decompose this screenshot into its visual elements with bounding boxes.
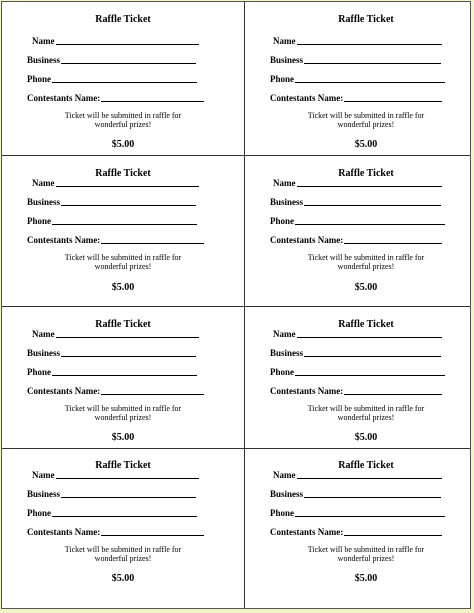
note-line-1: Ticket will be submitted in raffle for [64, 253, 182, 262]
business-label: Business [270, 489, 304, 499]
ticket-price: $5.00 [111, 282, 135, 293]
note-line-1: Ticket will be submitted in raffle for [64, 545, 182, 554]
contestants-line[interactable] [101, 101, 204, 102]
note-line-1: Ticket will be submitted in raffle for [307, 545, 425, 554]
raffle-ticket [245, 2, 474, 150]
note-line-2: wonderful prizes! [337, 120, 395, 129]
name-line[interactable] [297, 44, 442, 45]
ticket-price: $5.00 [354, 282, 378, 293]
ticket-price: $5.00 [111, 139, 135, 150]
ticket-note [2, 253, 244, 271]
phone-field [270, 508, 445, 518]
raffle-ticket [245, 448, 474, 596]
contestants-label: Contestants Name: [270, 527, 344, 537]
phone-label: Phone [270, 74, 295, 84]
phone-line[interactable] [295, 224, 445, 225]
name-label: Name [32, 178, 55, 188]
name-line[interactable] [56, 44, 199, 45]
contestants-label: Contestants Name: [270, 93, 344, 103]
name-line[interactable] [297, 478, 442, 479]
contestants-line[interactable] [101, 535, 204, 536]
contestants-line[interactable] [101, 394, 204, 395]
phone-field [27, 74, 197, 84]
phone-label: Phone [27, 74, 52, 84]
note-line-1: Ticket will be submitted in raffle for [307, 404, 425, 413]
ticket-price: $5.00 [354, 432, 378, 443]
raffle-ticket [245, 156, 474, 304]
name-field [32, 329, 199, 339]
phone-line[interactable] [52, 224, 197, 225]
phone-label: Phone [270, 216, 295, 226]
name-field [273, 329, 442, 339]
note-line-1: Ticket will be submitted in raffle for [307, 111, 425, 120]
phone-line[interactable] [52, 82, 197, 83]
ticket-note [2, 545, 244, 563]
contestants-line[interactable] [344, 101, 442, 102]
note-line-2: wonderful prizes! [94, 413, 152, 422]
phone-line[interactable] [52, 516, 197, 517]
name-field [273, 36, 442, 46]
contestants-field [27, 93, 204, 103]
ticket-title: Raffle Ticket [338, 14, 394, 25]
name-line[interactable] [297, 186, 442, 187]
name-field [32, 36, 199, 46]
name-line[interactable] [297, 337, 442, 338]
phone-line[interactable] [295, 375, 445, 376]
business-label: Business [270, 348, 304, 358]
name-label: Name [32, 329, 55, 339]
phone-field [270, 216, 445, 226]
ticket-price: $5.00 [111, 432, 135, 443]
business-label: Business [27, 197, 61, 207]
name-line[interactable] [56, 478, 199, 479]
ticket-price: $5.00 [354, 139, 378, 150]
contestants-line[interactable] [344, 535, 442, 536]
business-field [270, 489, 441, 499]
note-line-2: wonderful prizes! [94, 262, 152, 271]
business-field [27, 197, 196, 207]
name-label: Name [273, 470, 296, 480]
business-line[interactable] [304, 356, 441, 357]
note-line-1: Ticket will be submitted in raffle for [64, 404, 182, 413]
contestants-label: Contestants Name: [270, 235, 344, 245]
note-line-1: Ticket will be submitted in raffle for [307, 253, 425, 262]
phone-label: Phone [27, 508, 52, 518]
business-field [27, 55, 196, 65]
raffle-ticket [2, 156, 244, 304]
ticket-title: Raffle Ticket [95, 319, 151, 330]
phone-field [27, 508, 197, 518]
business-line[interactable] [304, 63, 441, 64]
note-line-2: wonderful prizes! [94, 120, 152, 129]
ticket-note [245, 111, 474, 129]
name-label: Name [273, 36, 296, 46]
business-label: Business [270, 197, 304, 207]
contestants-field [270, 235, 442, 245]
name-field [273, 178, 442, 188]
ticket-title: Raffle Ticket [95, 14, 151, 25]
note-line-2: wonderful prizes! [337, 413, 395, 422]
phone-field [270, 74, 445, 84]
name-line[interactable] [56, 337, 199, 338]
phone-line[interactable] [295, 516, 445, 517]
phone-label: Phone [27, 216, 52, 226]
raffle-ticket [245, 307, 474, 455]
phone-label: Phone [270, 508, 295, 518]
business-label: Business [27, 348, 61, 358]
phone-label: Phone [270, 367, 295, 377]
name-field [32, 178, 199, 188]
contestants-label: Contestants Name: [270, 386, 344, 396]
contestants-label: Contestants Name: [27, 235, 101, 245]
name-label: Name [273, 329, 296, 339]
contestants-field [27, 527, 204, 537]
ticket-title: Raffle Ticket [338, 319, 394, 330]
contestants-field [27, 235, 204, 245]
name-label: Name [273, 178, 296, 188]
phone-label: Phone [27, 367, 52, 377]
ticket-title: Raffle Ticket [95, 168, 151, 179]
business-field [270, 348, 441, 358]
contestants-field [270, 93, 442, 103]
business-line[interactable] [304, 497, 441, 498]
ticket-note [2, 404, 244, 422]
note-line-2: wonderful prizes! [337, 262, 395, 271]
business-line[interactable] [61, 497, 196, 498]
ticket-note [245, 545, 474, 563]
contestants-line[interactable] [344, 243, 442, 244]
business-line[interactable] [304, 205, 441, 206]
contestants-field [270, 386, 442, 396]
name-label: Name [32, 36, 55, 46]
ticket-note [2, 111, 244, 129]
contestants-label: Contestants Name: [27, 386, 101, 396]
business-line[interactable] [61, 356, 196, 357]
contestants-field [27, 386, 204, 396]
raffle-ticket [2, 2, 244, 150]
business-field [270, 55, 441, 65]
phone-line[interactable] [52, 375, 197, 376]
business-label: Business [270, 55, 304, 65]
raffle-ticket [2, 448, 244, 596]
contestants-line[interactable] [101, 243, 204, 244]
note-line-2: wonderful prizes! [94, 554, 152, 563]
ticket-price: $5.00 [111, 573, 135, 584]
name-field [273, 470, 442, 480]
business-label: Business [27, 489, 61, 499]
note-line-1: Ticket will be submitted in raffle for [64, 111, 182, 120]
business-field [27, 489, 196, 499]
contestants-label: Contestants Name: [27, 93, 101, 103]
phone-field [27, 216, 197, 226]
contestants-label: Contestants Name: [27, 527, 101, 537]
ticket-price: $5.00 [354, 573, 378, 584]
name-field [32, 470, 199, 480]
phone-field [27, 367, 197, 377]
phone-line[interactable] [295, 82, 445, 83]
ticket-note [245, 253, 474, 271]
business-field [270, 197, 441, 207]
business-label: Business [27, 55, 61, 65]
ticket-note [245, 404, 474, 422]
ticket-title: Raffle Ticket [338, 168, 394, 179]
business-line[interactable] [61, 205, 196, 206]
raffle-ticket [2, 307, 244, 455]
business-line[interactable] [61, 63, 196, 64]
business-field [27, 348, 196, 358]
name-label: Name [32, 470, 55, 480]
ticket-title: Raffle Ticket [338, 460, 394, 471]
name-line[interactable] [56, 186, 199, 187]
contestants-field [270, 527, 442, 537]
note-line-2: wonderful prizes! [337, 554, 395, 563]
ticket-title: Raffle Ticket [95, 460, 151, 471]
contestants-line[interactable] [344, 394, 442, 395]
phone-field [270, 367, 445, 377]
